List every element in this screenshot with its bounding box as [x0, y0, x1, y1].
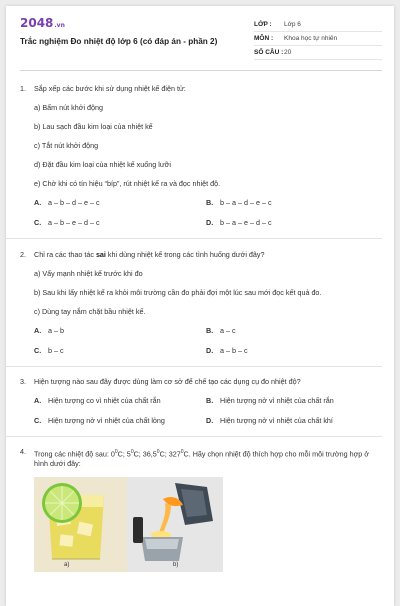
option-text: Hiện tượng nở vì nhiệt của chất rắn [220, 396, 334, 405]
answer-step: c) Dùng tay nắm chặt bầu nhiệt kế. [34, 307, 146, 316]
option-text: b – a – e – d – c [220, 218, 272, 227]
option-text: b – a – d – e – c [220, 198, 272, 207]
question-separator [6, 436, 382, 437]
question-1 [20, 84, 382, 228]
figure-row [34, 477, 382, 572]
option-text: a – b – c [220, 346, 248, 355]
logo-suffix: .vn [54, 22, 65, 29]
option-text: Hiện tượng nở vì nhiệt của chất lỏng [48, 416, 165, 425]
molten-metal-pour-icon [127, 477, 223, 572]
meta-value: Khoa học tự nhiên [284, 35, 338, 42]
page-title: Trắc nghiệm Đo nhiệt độ lớp 6 (có đáp án - phần 2) [20, 37, 218, 46]
question-number: 1. [20, 84, 26, 93]
figure-iced-drink [34, 477, 127, 572]
answer-step: a) Bấm nút khởi động [34, 103, 104, 112]
option-letter: A. [34, 326, 42, 335]
figure-caption: b) [173, 562, 179, 569]
question-text [34, 250, 382, 260]
options-grid [34, 198, 382, 228]
option-letter: D. [206, 346, 214, 355]
question-separator [6, 238, 382, 239]
option-letter: B. [206, 198, 214, 207]
question-separator [6, 366, 382, 367]
options-grid [34, 396, 382, 426]
option-text: a – b [48, 326, 64, 335]
degree-sup: 0 [130, 449, 134, 455]
option-a[interactable] [34, 326, 206, 336]
option-letter: D. [206, 218, 214, 227]
question-number: 2. [20, 250, 26, 259]
question-text: Sắp xếp các bước khi sử dụng nhiệt kế điện tử: [34, 84, 186, 93]
question-keyword: sai [95, 250, 106, 259]
question-text [34, 447, 382, 469]
question-text-part: C. Hãy chọn nhiệt độ thích hợp cho mỗi môi trường hợp ở hình dưới đây: [34, 449, 370, 469]
question-text-part: C; 5 [117, 449, 131, 459]
figure-molten-metal [127, 477, 223, 572]
logo-text: 2048 [20, 16, 54, 30]
option-b[interactable] [206, 198, 378, 208]
option-text: b – c [48, 346, 64, 355]
option-d[interactable] [206, 346, 378, 356]
option-c[interactable] [34, 416, 206, 426]
option-c[interactable] [34, 346, 206, 356]
question-3 [20, 377, 382, 426]
option-letter: B. [206, 326, 214, 335]
option-letter: C. [34, 218, 42, 227]
document-header [6, 6, 394, 68]
option-b[interactable] [206, 396, 378, 406]
question-text-part: Trong các nhiệt độ sau: 0 [34, 449, 115, 459]
answer-step: c) Tắt nút khởi động [34, 141, 99, 150]
options-grid [34, 326, 382, 356]
answer-step: b) Sau khi lấy nhiệt kế ra khỏi môi trường cần đo phải đợi một lúc sau mới đọc kết quả đo. [34, 288, 322, 297]
answer-step: a) Vẩy mạnh nhiệt kế trước khi đo [34, 269, 143, 278]
answer-step: d) Đặt đầu kim loại của nhiệt kế xuống lưỡi [34, 160, 171, 169]
option-a[interactable] [34, 396, 206, 406]
degree-sup: 0 [156, 449, 160, 455]
option-a[interactable] [34, 198, 206, 208]
degree-sup: 0 [114, 449, 118, 455]
question-4 [20, 447, 382, 572]
question-text-part: C; 36,5 [133, 449, 157, 459]
question-2 [20, 250, 382, 356]
option-text: Hiện tượng nở vì nhiệt của chất khí [220, 416, 333, 425]
meta-key: LỚP : [254, 21, 272, 28]
meta-value: Lớp 6 [284, 21, 301, 28]
option-d[interactable] [206, 218, 378, 228]
question-number: 3. [20, 377, 26, 386]
document-page [6, 6, 394, 606]
iced-lemon-drink-icon [34, 477, 127, 572]
meta-row-class [254, 18, 382, 32]
option-letter: A. [34, 198, 42, 207]
option-text: a – c [220, 326, 236, 335]
option-text: a – b – d – e – c [48, 198, 100, 207]
option-letter: D. [206, 416, 214, 425]
site-logo[interactable] [20, 16, 65, 30]
option-letter: A. [34, 396, 42, 405]
option-letter: B. [206, 396, 214, 405]
figure-caption: a) [64, 562, 70, 569]
question-text-part: Chỉ ra các thao tác [34, 250, 96, 259]
meta-row-count [254, 46, 382, 60]
question-text-part: C; 327 [159, 449, 181, 459]
question-text-part: khi dùng nhiệt kế trong các tình huống dưới đây? [105, 250, 265, 259]
question-list [20, 84, 382, 572]
header-divider [20, 70, 382, 71]
meta-value: 20 [284, 49, 292, 56]
option-text: Hiện tượng co vì nhiệt của chất rắn [48, 396, 161, 405]
option-letter: C. [34, 416, 42, 425]
option-b[interactable] [206, 326, 378, 336]
answer-step: b) Lau sạch đầu kim loại của nhiệt kế [34, 122, 153, 131]
option-text: a – b – e – d – c [48, 218, 100, 227]
question-number: 4. [20, 447, 26, 456]
degree-sup: 0 [180, 449, 184, 455]
meta-row-subject [254, 32, 382, 46]
question-text: Hiện tượng nào sau đây được dùng làm cơ sở để chế tạo các dụng cụ đo nhiệt độ? [34, 377, 301, 386]
answer-step: e) Chờ khi có tín hiệu “bíp”, rút nhiệt kế ra và đọc nhiệt độ. [34, 179, 221, 188]
option-d[interactable] [206, 416, 378, 426]
option-c[interactable] [34, 218, 206, 228]
meta-table [254, 18, 382, 60]
option-letter: C. [34, 346, 42, 355]
meta-key: SỐ CÂU : [254, 49, 284, 56]
meta-key: MÔN : [254, 35, 274, 42]
